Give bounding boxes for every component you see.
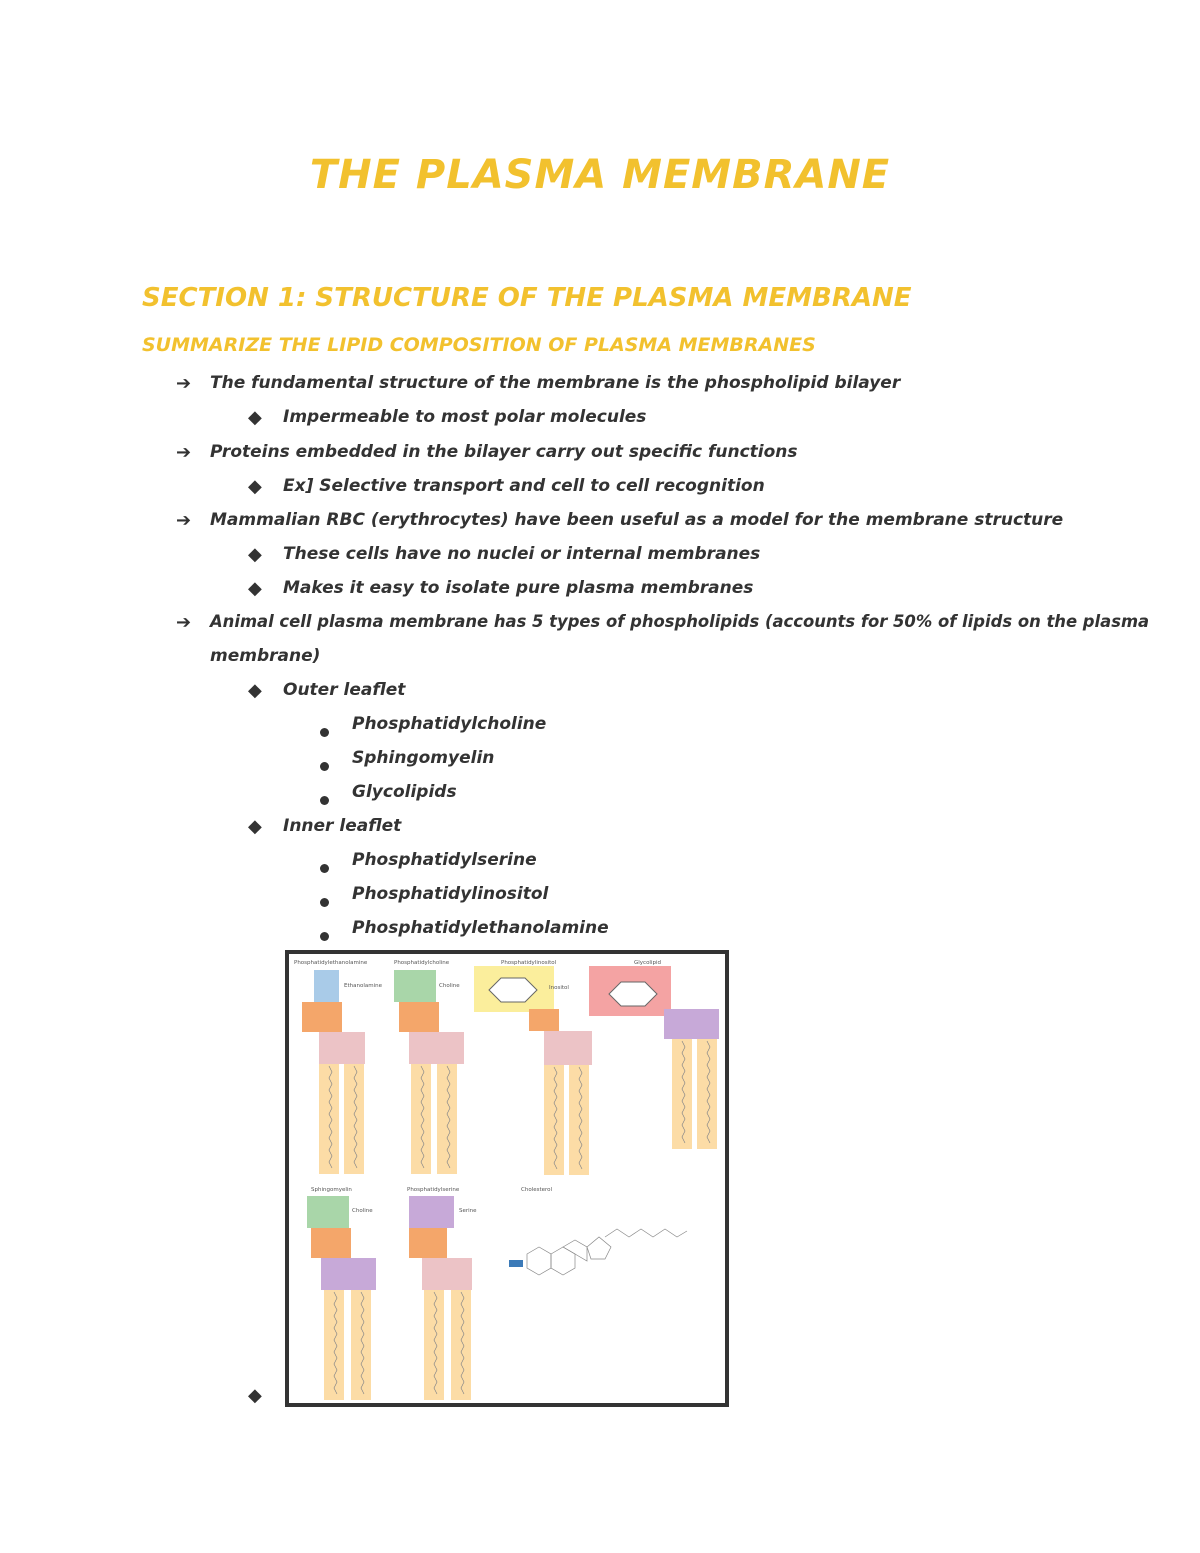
molecule-pe [302,970,383,1174]
arrow-bullet-icon: ➔ [176,612,192,633]
list-item: Inner leaflet [283,816,402,836]
molecule-pc [394,970,464,1174]
arrow-bullet-icon: ➔ [176,510,192,531]
arrow-bullet-icon: ➔ [176,373,192,394]
label-gl: Glycolipid [634,960,662,966]
diamond-bullet-icon: ◆ [248,544,262,565]
molecule-cholesterol [509,1229,687,1275]
subsection-heading: SUMMARIZE THE LIPID COMPOSITION OF PLASMA MEMBRANES [142,334,816,356]
round-bullet-icon [320,755,348,776]
list-item: Mammalian RBC (erythrocytes) have been useful as a model for the membrane structure [210,510,1064,530]
list-item: Sphingomyelin [352,748,495,768]
label-sm: Sphingomyelin [311,1187,352,1193]
molecule-ps [409,1196,477,1400]
round-bullet-icon [320,891,348,912]
list-item: These cells have no nuclei or internal membranes [283,544,761,564]
diamond-bullet-icon: ◆ [248,816,262,837]
label-ch: Cholesterol [521,1187,553,1193]
molecule-pi [474,966,592,1175]
arrow-bullet-icon: ➔ [176,442,192,463]
list-item: Proteins embedded in the bilayer carry out specific functions [210,442,798,462]
diamond-bullet-icon: ◆ [248,1385,262,1406]
list-item: Outer leaflet [283,680,406,700]
round-bullet-icon [320,857,348,878]
section-heading: SECTION 1: STRUCTURE OF THE PLASMA MEMBRANE [142,283,912,313]
molecule-sm [307,1196,376,1400]
diamond-bullet-icon: ◆ [248,476,262,497]
diamond-bullet-icon: ◆ [248,407,262,428]
round-bullet-icon [320,925,348,946]
list-item: The fundamental structure of the membrane is the phospholipid bilayer [210,373,901,393]
list-item: Phosphatidylserine [352,850,537,870]
round-bullet-icon [320,721,348,742]
diamond-bullet-icon: ◆ [248,578,262,599]
label-ps: Phosphatidylserine [407,1187,460,1193]
list-item: Impermeable to most polar molecules [283,407,647,427]
list-item: Phosphatidylcholine [352,714,547,734]
list-item: Glycolipids [352,782,457,802]
label-inositol: Inositol [549,985,569,991]
phospholipid-figure [285,950,729,1407]
molecule-glycolipid [589,966,719,1149]
round-bullet-icon [320,789,348,810]
label-pc: Phosphatidylcholine [394,960,450,966]
list-item-continuation: membrane) [210,646,321,666]
label-pe: Phosphatidylethanolamine [294,960,368,966]
label-serine: Serine [459,1208,477,1214]
page-title: THE PLASMA MEMBRANE [309,152,891,198]
label-ethanolamine: Ethanolamine [344,983,382,989]
label-choline-sm: Choline [352,1208,373,1214]
diamond-bullet-icon: ◆ [248,680,262,701]
phospholipid-diagram [289,954,725,1403]
list-item: Makes it easy to isolate pure plasma membranes [283,578,754,598]
list-item: Ex] Selective transport and cell to cell recognition [283,476,765,496]
label-pi: Phosphatidylinositol [501,960,557,966]
list-item: Animal cell plasma membrane has 5 types of phospholipids (accounts for 50% of lipids on the plasma [210,612,1150,631]
list-item: Phosphatidylethanolamine [352,918,609,938]
list-item: Phosphatidylinositol [352,884,549,904]
label-choline: Choline [439,983,460,989]
